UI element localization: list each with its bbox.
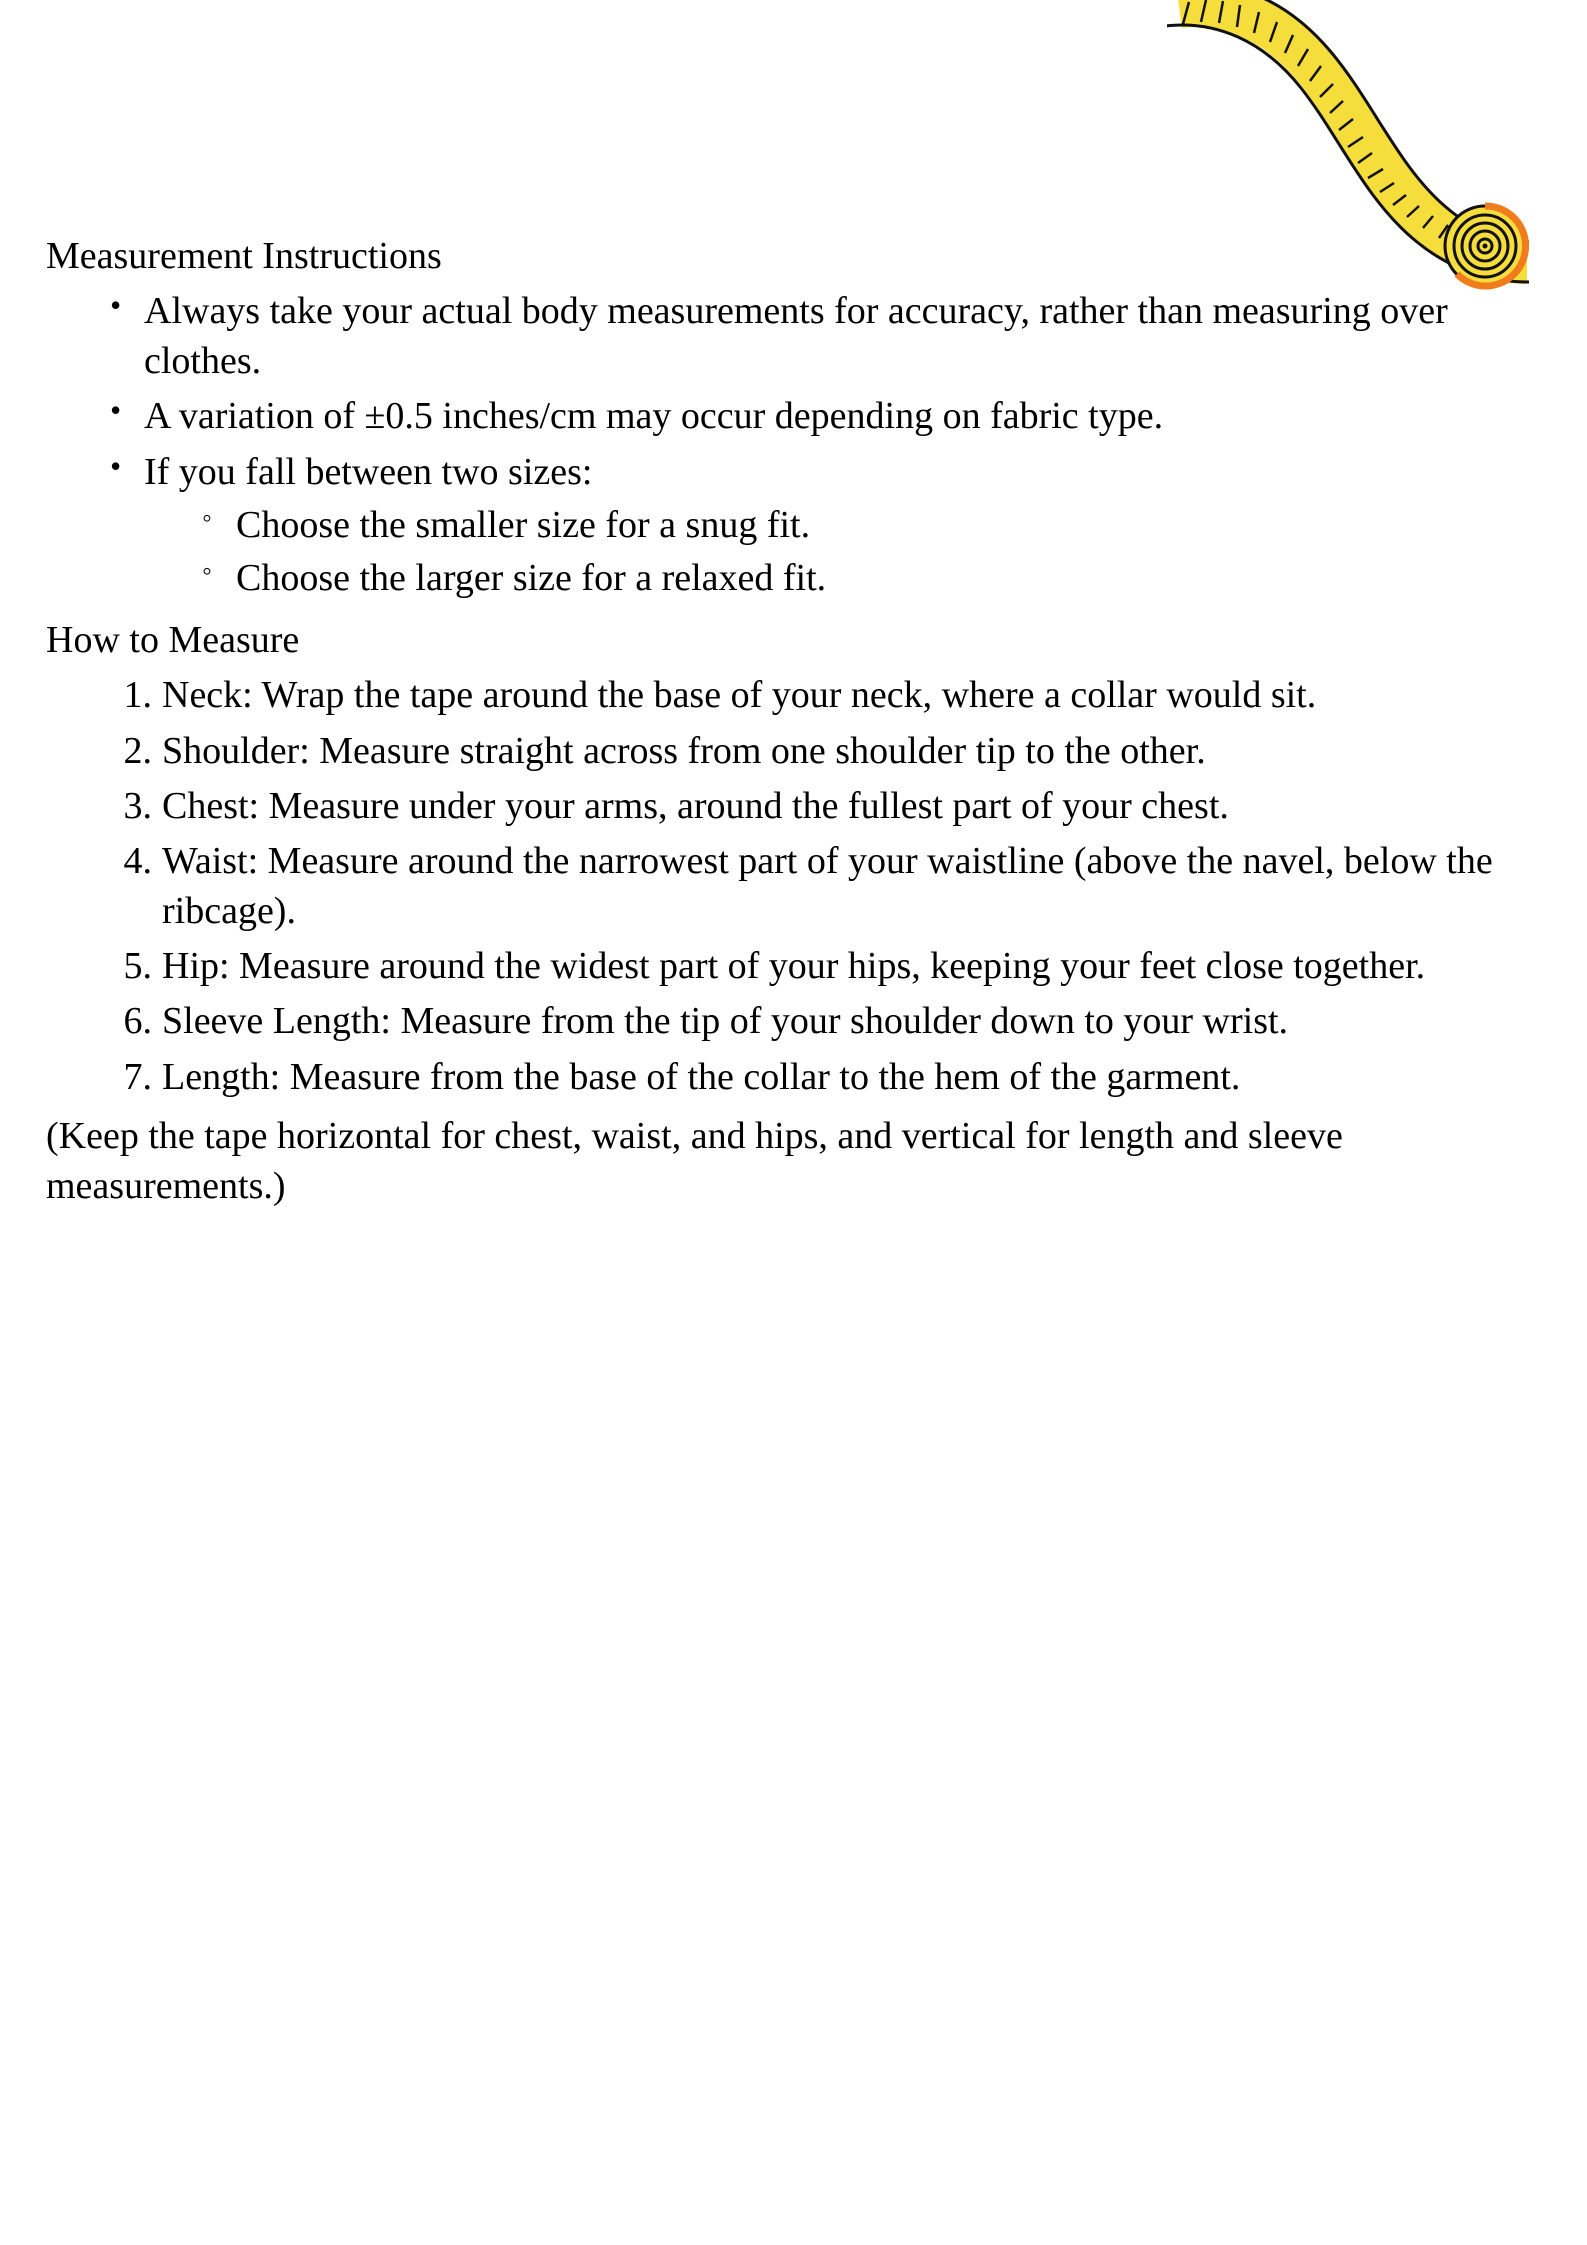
list-item: • A variation of ±0.5 inches/cm may occur depending on fabric type. — [104, 392, 1546, 441]
list-item: Waist: Measure around the narrowest part of your waistline (above the navel, below the ribcage). — [162, 840, 1493, 932]
list-item: Hip: Measure around the widest part of your hips, keeping your feet close together. — [162, 945, 1426, 988]
section-heading-measurement-instructions: Measurement Instructions — [46, 235, 442, 277]
between-sizes-sublist — [144, 501, 1546, 604]
list-item-text: If you fall between two sizes: — [144, 450, 593, 493]
list-item — [104, 448, 1546, 604]
list-item: Neck: Wrap the tape around the base of your neck, where a collar would sit. — [162, 674, 1317, 717]
list-item: • Always take your actual body measurements for accuracy, rather than measuring over clothes. — [104, 287, 1546, 386]
list-item: Length: Measure from the base of the collar to the hem of the garment. — [162, 1055, 1241, 1098]
measurement-instructions-list — [46, 287, 1546, 603]
list-item: ◦ Choose the larger size for a relaxed fit. — [196, 554, 1546, 603]
closing-note: (Keep the tape horizontal for chest, waist, and hips, and vertical for length and sleeve measurements.) — [46, 1115, 1343, 1207]
document-body — [46, 232, 1546, 1211]
list-item: Sleeve Length: Measure from the tip of your shoulder down to your wrist. — [162, 1000, 1289, 1043]
section-heading-how-to-measure: How to Measure — [46, 618, 300, 661]
how-to-measure-list — [46, 671, 1546, 1102]
list-item: Chest: Measure under your arms, around the fullest part of your chest. — [162, 784, 1229, 827]
list-item: ◦ Choose the smaller size for a snug fit. — [196, 501, 1546, 550]
list-item: Shoulder: Measure straight across from one shoulder tip to the other. — [162, 729, 1206, 772]
